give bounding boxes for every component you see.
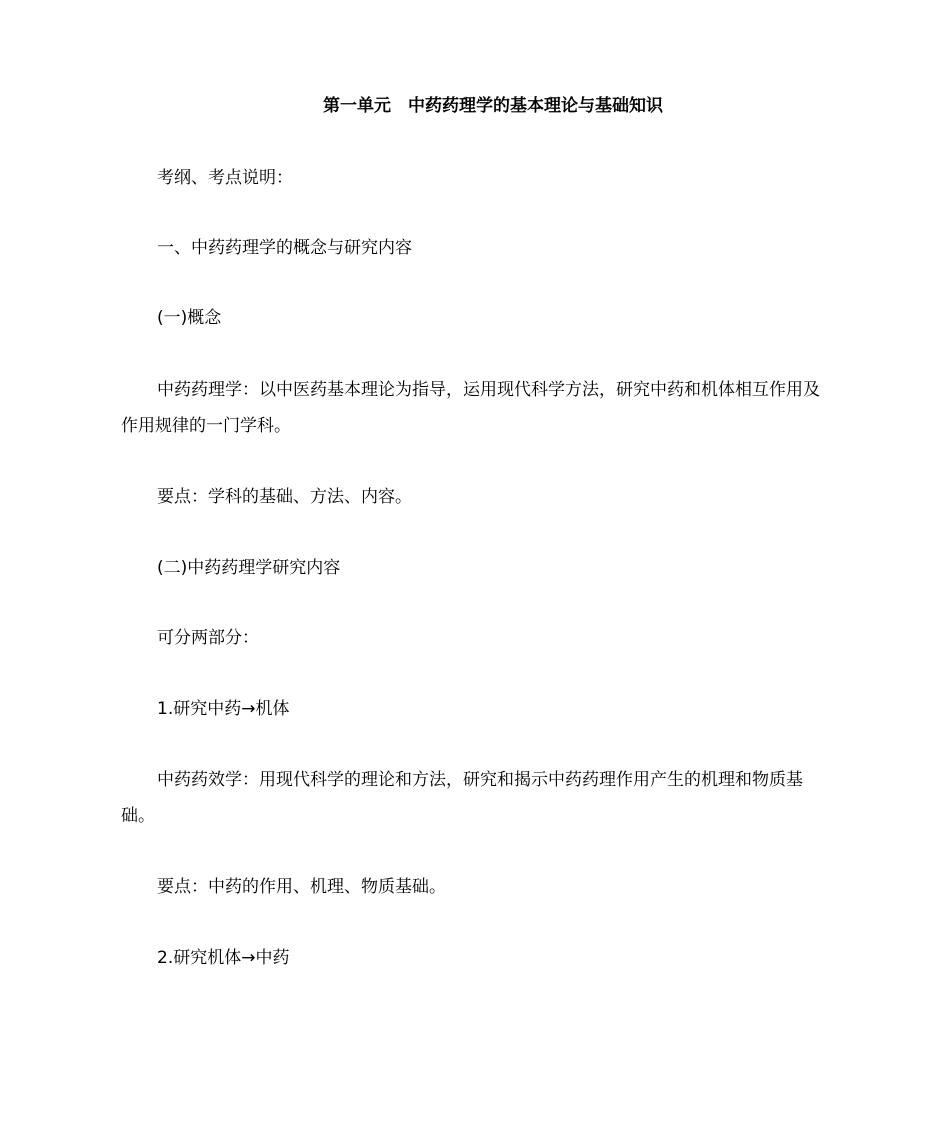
paragraph-key-points-1: 要点：学科的基础、方法、内容。 xyxy=(157,487,412,507)
subsection-heading-concept: (一)概念 xyxy=(157,308,222,328)
paragraph-pharmacodynamics: 中药药效学：用现代科学的理论和方法，研究和揭示中药药理作用产生的机理和物质基础。 xyxy=(121,770,803,826)
paragraph-definition: 中药药理学：以中医药基本理论为指导，运用现代科学方法，研究中药和机体相互作用及作用规律的一门学科。 xyxy=(121,380,820,436)
subsection-heading-content: (二)中药药理学研究内容 xyxy=(157,558,341,578)
paragraph-exam-outline: 考纲、考点说明： xyxy=(157,168,293,188)
paragraph-key-points-2: 要点：中药的作用、机理、物质基础。 xyxy=(157,877,446,897)
list-item-2: 2.研究机体→中药 xyxy=(157,948,290,968)
list-item-1: 1.研究中药→机体 xyxy=(157,699,290,719)
paragraph-two-parts: 可分两部分： xyxy=(157,628,259,648)
document-title: 第一单元 中药药理学的基本理论与基础知识 xyxy=(323,96,663,116)
section-heading-1: 一、中药药理学的概念与研究内容 xyxy=(157,238,412,258)
